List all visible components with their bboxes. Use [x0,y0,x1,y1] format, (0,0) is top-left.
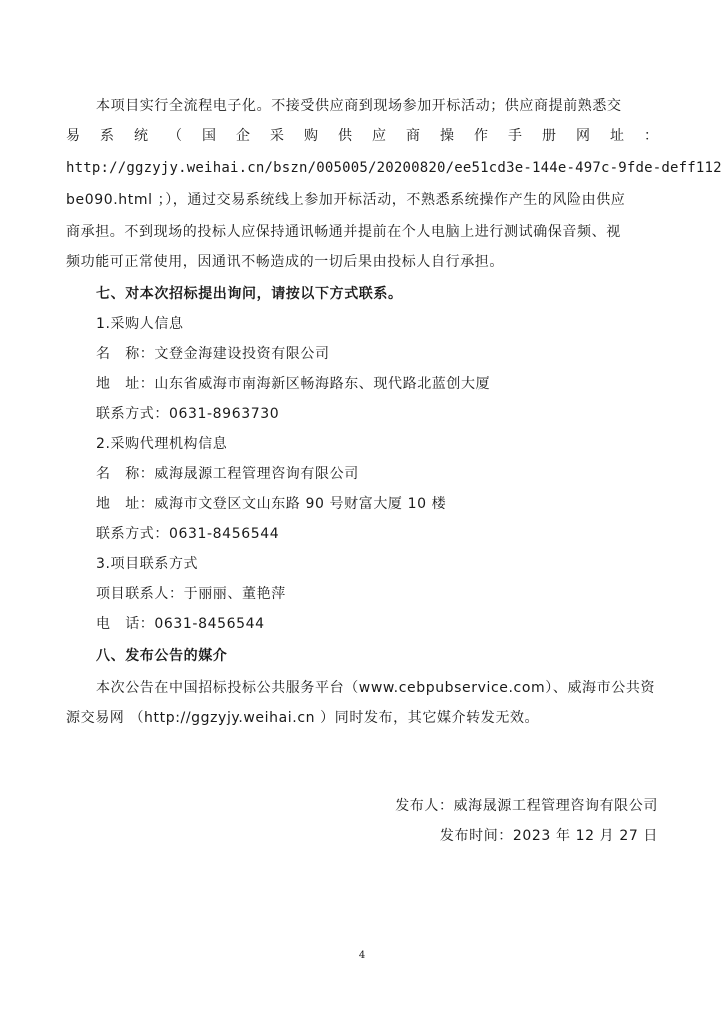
agency-address: 地 址：威海市文登区文山东路 90 号财富大厦 10 楼 [96,496,447,512]
para1-line2-char: 统 [134,128,148,144]
para1-line2-char: 供 [338,128,352,144]
para1-line2-char: 操 [440,128,454,144]
project-phone: 电 话：0631-8456544 [96,616,265,632]
para1-line2-char: （ [168,128,182,144]
project-heading: 3.项目联系方式 [96,556,199,572]
project-contact-person: 项目联系人：于丽丽、董艳萍 [96,586,286,602]
para1-line2-char: 易 [66,128,80,144]
para1-line2-char: 手 [508,128,522,144]
para1-line2-char: 册 [542,128,556,144]
para1-line2-char: 网 [576,128,590,144]
purchaser-contact: 联系方式：0631-8963730 [96,406,280,422]
section8-line2: 源交易网 （http://ggzyjy.weihai.cn ）同时发布，其它媒介转发无效。 [66,710,540,726]
agency-name: 名 称：威海晟源工程管理咨询有限公司 [96,466,359,482]
publish-date: 发布时间：2023 年 12 月 27 日 [439,828,658,844]
purchaser-address: 地 址：山东省威海市南海新区畅海路东、现代路北蓝创大厦 [96,376,491,392]
page-number: 4 [358,950,366,961]
para1-line1: 本项目实行全流程电子化。不接受供应商到现场参加开标活动；供应商提前熟悉交 [96,98,622,114]
section8-line1: 本次公告在中国招标投标公共服务平台（www.cebpubservice.com）、威海市公共资 [96,680,656,696]
para1-line3: http://ggzyjy.weihai.cn/bszn/005005/20200820/ee51cd3e-144e-497c-9fde-deff112 [66,160,722,176]
para1-line6: 频功能可正常使用，因通讯不畅造成的一切后果由投标人自行承担。 [66,254,504,270]
para1-line2-char: 商 [406,128,420,144]
para1-line2-char: 购 [304,128,318,144]
publisher: 发布人：威海晟源工程管理咨询有限公司 [395,798,658,814]
para1-line2-char: 作 [474,128,488,144]
para1-line2 [66,126,658,146]
para1-line4: be090.html ；），通过交易系统线上参加开标活动，不熟悉系统操作产生的风险由供应 [66,192,626,208]
para1-line2-char: 企 [236,128,250,144]
purchaser-name: 名 称：文登金海建设投资有限公司 [96,346,330,362]
purchaser-heading: 1.采购人信息 [96,316,184,332]
para1-line5: 商承担。不到现场的投标人应保持通讯畅通并提前在个人电脑上进行测试确保音频、视 [66,224,621,240]
agency-contact: 联系方式：0631-8456544 [96,526,280,542]
para1-line2-char: ： [644,128,658,144]
para1-line2-char: 国 [202,128,216,144]
para1-line2-char: 采 [270,128,284,144]
para1-line2-char: 址 [610,128,624,144]
para1-line2-char: 系 [100,128,114,144]
section7-title: 七、对本次招标提出询问，请按以下方式联系。 [96,286,403,302]
para1-line2-char: 应 [372,128,386,144]
section8-title: 八、发布公告的媒介 [96,648,228,664]
agency-heading: 2.采购代理机构信息 [96,436,228,452]
